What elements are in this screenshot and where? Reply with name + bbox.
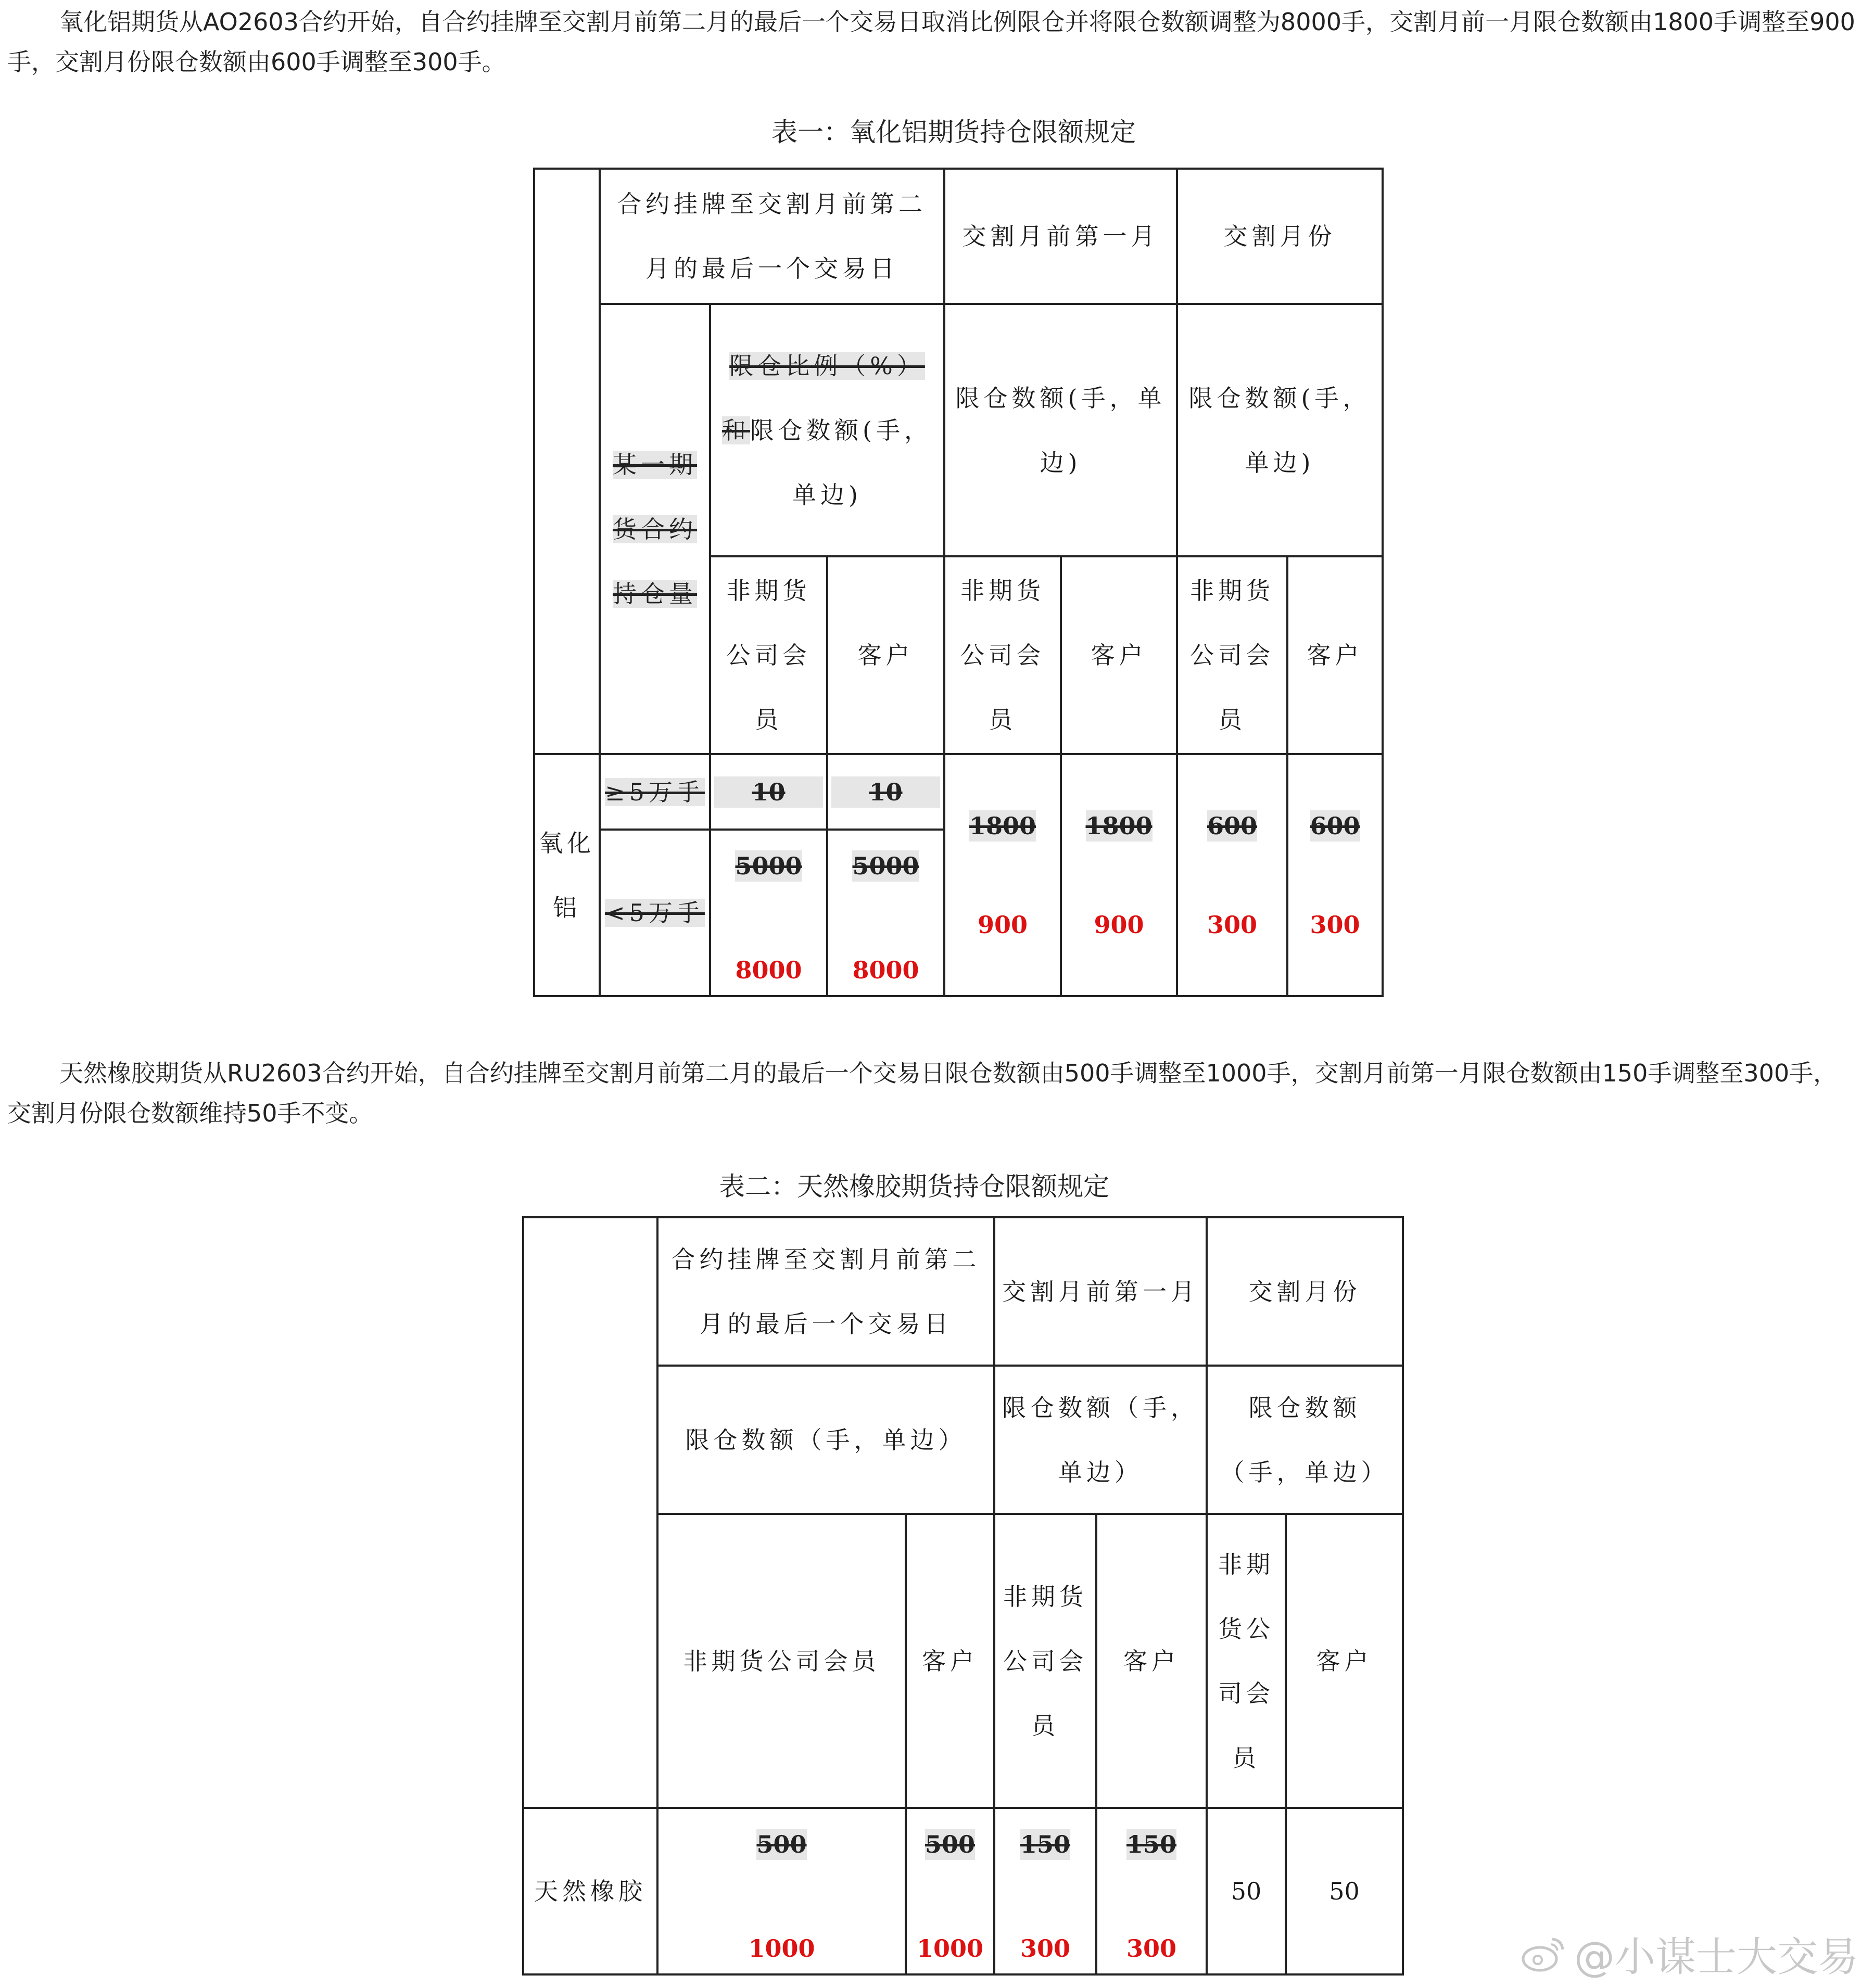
table1-client-header-1: 客户	[827, 556, 944, 754]
table2-client-header-3: 客户	[1286, 1514, 1403, 1808]
table2-corner-cell	[523, 1217, 657, 1808]
table1-caption: 表一：氧化铝期货持仓限额规定	[771, 117, 1136, 147]
table1-ratio-amount-header	[710, 304, 944, 556]
table2-member-header-1: 非期货公司会员	[657, 1514, 906, 1808]
watermark	[1520, 1928, 1858, 1980]
table1-product-cell: 氧化铝	[534, 754, 600, 996]
table2-delivery-member-cell	[1207, 1808, 1286, 1974]
new-amount-client: 8000	[852, 956, 919, 984]
table2-period-2-header: 交割月前第一月	[994, 1217, 1207, 1366]
new-delivery-member: 300	[1207, 910, 1258, 939]
table1-member-header-3: 非期货公司会员	[1177, 556, 1287, 754]
table2-period-1-header: 合约挂牌至交割月前第二月的最后一个交易日	[657, 1217, 994, 1366]
table2-first-period-member-cell	[657, 1808, 906, 1974]
table1-period-2-header: 交割月前第一月	[944, 169, 1177, 304]
weibo-logo-icon	[1520, 1933, 1567, 1974]
table1-ratio-client-cell	[827, 754, 944, 830]
table1-client-header-3: 客户	[1287, 556, 1383, 754]
table1-client-header-2: 客户	[1061, 556, 1177, 754]
table2-product-cell: 天然橡胶	[523, 1808, 657, 1974]
struck-amount-client: 5000	[852, 850, 919, 882]
struck-tier-high: ≥5万手	[605, 778, 705, 806]
watermark-text: @小谋士大交易	[1574, 1934, 1859, 1981]
table1-ratio-member-cell	[710, 754, 827, 830]
table2-limit-header-1: 限仓数额（手，单边）	[657, 1366, 994, 1514]
table1-delivery-client-cell	[1287, 754, 1383, 996]
new-pre-month-client: 900	[1094, 910, 1144, 939]
table1-open-interest-header	[600, 304, 710, 754]
new-amount-member: 8000	[735, 956, 802, 984]
table2-delivery-client-cell	[1286, 1808, 1403, 1974]
table1-pre-month-limit-header: 限仓数额(手，单边)	[944, 304, 1177, 556]
struck-ratio-member: 10	[714, 776, 823, 808]
new-pre-month-client: 300	[1126, 1934, 1177, 1962]
table2-caption: 表二：天然橡胶期货持仓限额规定	[719, 1171, 1109, 1202]
struck-pre-month-client: 1800	[1086, 810, 1153, 842]
table1-delivery-limit-header: 限仓数额(手，单边)	[1177, 304, 1383, 556]
struck-old-member: 500	[756, 1829, 806, 1860]
new-delivery-client: 300	[1310, 910, 1360, 939]
delivery-client-value: 50	[1329, 1877, 1360, 1905]
paragraph-natural-rubber: 天然橡胶期货从RU2603合约开始，自合约挂牌至交割月前第二月的最后一个交易日限仓数额由500手调整至1000手，交割月前第一月限仓数额由150手调整至300手，交割月份限仓数额维持50手不变。	[7, 1059, 1838, 1127]
delivery-member-value: 50	[1231, 1877, 1262, 1905]
table2-member-header-2: 非期货公司会员	[994, 1514, 1096, 1808]
table1-member-header-1: 非期货公司会员	[710, 556, 827, 754]
struck-open-interest-label: 某一期货合约持仓量	[613, 450, 697, 608]
table1-pre-month-client-cell	[1061, 754, 1177, 996]
table1-amount-member-cell	[710, 830, 827, 996]
new-pre-month-member: 900	[978, 910, 1028, 939]
struck-pre-month-member: 1800	[969, 810, 1036, 842]
new-client: 1000	[916, 1934, 984, 1962]
table1-pre-month-member-cell	[944, 754, 1061, 996]
table1-tier-low-cell	[600, 830, 710, 996]
natural-rubber-position-limit-table	[522, 1216, 1404, 1976]
table2-first-period-client-cell	[906, 1808, 994, 1974]
table2-client-header-2: 客户	[1096, 1514, 1207, 1808]
table2-client-header-1: 客户	[906, 1514, 994, 1808]
table2-pre-month-client-cell	[1096, 1808, 1207, 1974]
struck-amount-member: 5000	[735, 850, 802, 882]
table2-pre-month-member-cell	[994, 1808, 1096, 1974]
struck-ratio-client: 10	[831, 776, 940, 808]
struck-pre-month-member: 150	[1020, 1829, 1070, 1860]
new-member: 1000	[748, 1934, 815, 1962]
table1-period-1-header: 合约挂牌至交割月前第二月的最后一个交易日	[600, 169, 944, 304]
table2-limit-header-2: 限仓数额（手，单边）	[994, 1366, 1207, 1514]
table2-period-3-header: 交割月份	[1207, 1217, 1403, 1366]
table1-member-header-2: 非期货公司会员	[944, 556, 1061, 754]
table2-limit-header-3: 限仓数额（手，单边）	[1207, 1366, 1403, 1514]
struck-pre-month-client: 150	[1126, 1829, 1176, 1860]
struck-tier-low: <5万手	[605, 899, 705, 927]
new-pre-month-member: 300	[1020, 1934, 1071, 1962]
limit-amount-label: 限仓数额(手，单边)	[750, 416, 932, 509]
table1-amount-client-cell	[827, 830, 944, 996]
table1-period-3-header: 交割月份	[1177, 169, 1383, 304]
struck-delivery-client: 600	[1310, 810, 1360, 842]
table2-member-header-3: 非期货公司会员	[1207, 1514, 1286, 1808]
struck-delivery-member: 600	[1207, 810, 1257, 842]
table1-tier-high-cell	[600, 754, 710, 830]
struck-ratio-label: 限仓比例（%）	[729, 351, 925, 380]
table1-delivery-member-cell	[1177, 754, 1287, 996]
struck-old-client: 500	[925, 1829, 975, 1860]
table1-corner-cell	[534, 169, 600, 754]
paragraph-alumina: 氧化铝期货从AO2603合约开始，自合约挂牌至交割月前第二月的最后一个交易日取消比例限仓并将限仓数额调整为8000手，交割月前一月限仓数额由1800手调整至900手，交割月份限仓数额由600手调整至300手。	[7, 8, 1855, 76]
alumina-position-limit-table	[533, 168, 1384, 997]
struck-and-label: 和	[722, 416, 751, 444]
